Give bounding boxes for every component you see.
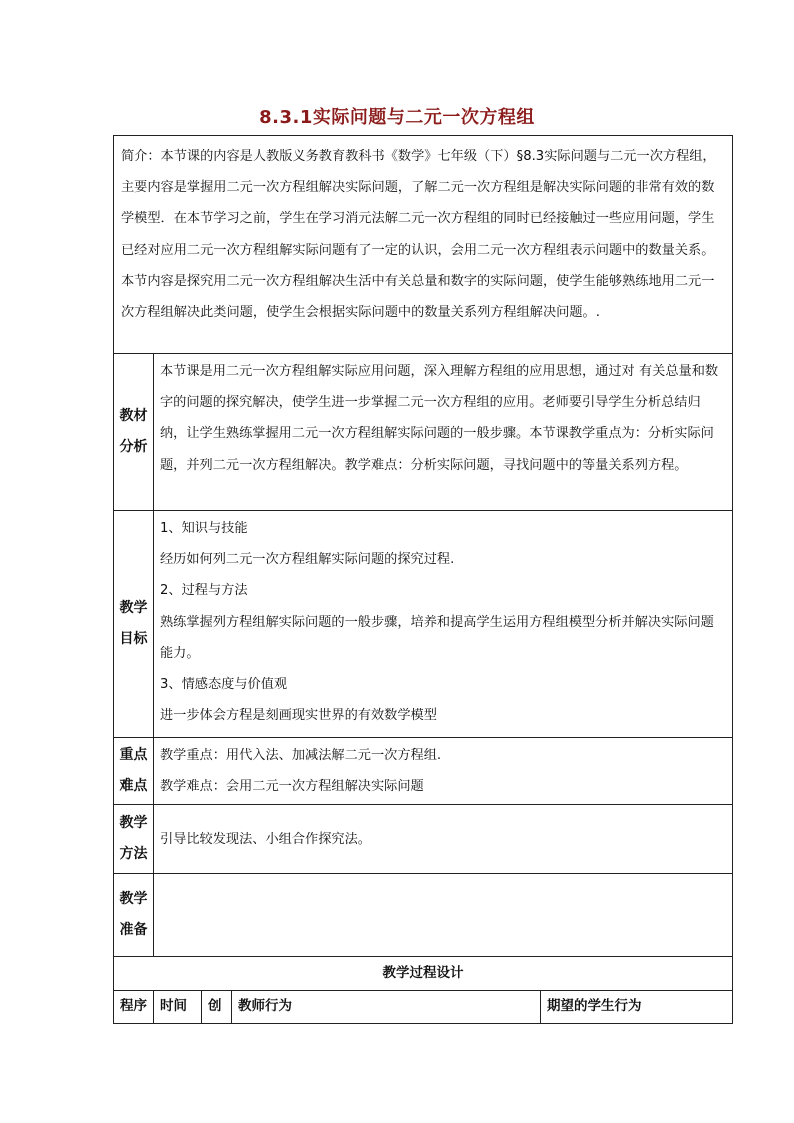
process-title-row — [114, 957, 733, 991]
intro-row — [114, 136, 733, 354]
keypoints-label — [114, 738, 154, 805]
preparation-row — [114, 874, 733, 957]
goal-1-heading: 1、知识与技能 — [160, 521, 248, 536]
preparation-text — [154, 874, 733, 957]
column-header-teacher: 教师行为 — [232, 991, 541, 1023]
preparation-label-line2: 准备 — [119, 922, 148, 939]
method-label-line2: 方法 — [119, 846, 148, 863]
process-header-row — [114, 991, 733, 1023]
analysis-label-line2: 分析 — [119, 439, 148, 455]
process-title: 教学过程设计 — [114, 957, 733, 991]
page-title: 8.3.1实际问题与二元一次方程组 — [259, 107, 535, 128]
analysis-label — [114, 354, 154, 511]
preparation-label-line1: 教学 — [119, 891, 148, 908]
method-row — [114, 805, 733, 874]
column-header-student: 期望的学生行为 — [541, 991, 733, 1023]
method-label — [114, 805, 154, 874]
difficulty-text: 教学难点：会用二元一次方程组解决实际问题 — [160, 779, 424, 795]
keypoints-label-line2: 难点 — [119, 778, 148, 795]
goals-row — [114, 511, 733, 738]
column-header-step: 程序 — [114, 991, 154, 1023]
keypoints-row — [114, 738, 733, 805]
goal-3-heading: 3、情感态度与价值观 — [160, 677, 288, 693]
method-text: 引导比较发现法、小组合作探究法。 — [154, 805, 733, 874]
goal-2-text: 熟练掌握列方程组解实际问题的一般步骤，培养和提高学生运用方程组模型分析并解决实际问题能力。 — [160, 614, 714, 661]
goals-content — [154, 511, 733, 738]
goals-label — [114, 511, 154, 738]
lesson-plan-table — [113, 135, 733, 1024]
column-header-create: 创 — [202, 991, 232, 1023]
analysis-label-line1: 教材 — [119, 408, 148, 424]
method-label-line1: 教学 — [119, 815, 148, 832]
analysis-row — [114, 354, 733, 511]
analysis-text: 本节课是用二元一次方程组解实际应用问题，深入理解方程组的应用思想，通过对 有关总量和数字的问题的探究解决，使学生进一步掌握二元一次方程组的应用。老师要引导学生分析总结归纳，让学生熟练掌握用二元一次方程组解实际问题的一般步骤。本节课教学重点为：分析实际问题，并列二元一次方程组解决。教学难点：分析实际问题，寻找问题中的等量关系列方程。 — [154, 354, 733, 511]
goal-3-text: 进一步体会方程是刻画现实世界的有效数学模型 — [160, 708, 437, 724]
keypoints-content — [154, 738, 733, 805]
goals-label-line1: 教学 — [119, 600, 148, 616]
intro-text: 简介：本节课的内容是人教版义务教育教科书《数学》七年级（下）§8.3实际问题与二元一次方程组， 主要内容是掌握用二元一次方程组解决实际问题，了解二元一次方程组是解决实际问题的非常有效的数学模型．在本节学习之前，学生在学习消元法解二元一次方程组的同时已经接触过一些应用问题，学生已经对应用二元一次方程组解实际问题有了一定的认识，会用二元一次方程组表示问题中的数量关系。本节内容是探究用二元一次方程组解决生活中有关总量和数字的实际问题，使学生能够熟练地用二元一次方程组解决此类问题，使学生会根据实际问题中的数量关系列方程组解决问题。. — [114, 136, 733, 354]
goal-1-text: 经历如何列二元一次方程组解实际问题的探究过程. — [160, 552, 455, 568]
key-point-text: 教学重点：用代入法、加减法解二元一次方程组. — [160, 748, 442, 763]
column-header-time: 时间 — [154, 991, 202, 1023]
keypoints-label-line1: 重点 — [119, 747, 148, 764]
goals-label-line2: 目标 — [119, 631, 148, 647]
preparation-label — [114, 874, 154, 957]
goal-2-heading: 2、过程与方法 — [160, 583, 248, 599]
